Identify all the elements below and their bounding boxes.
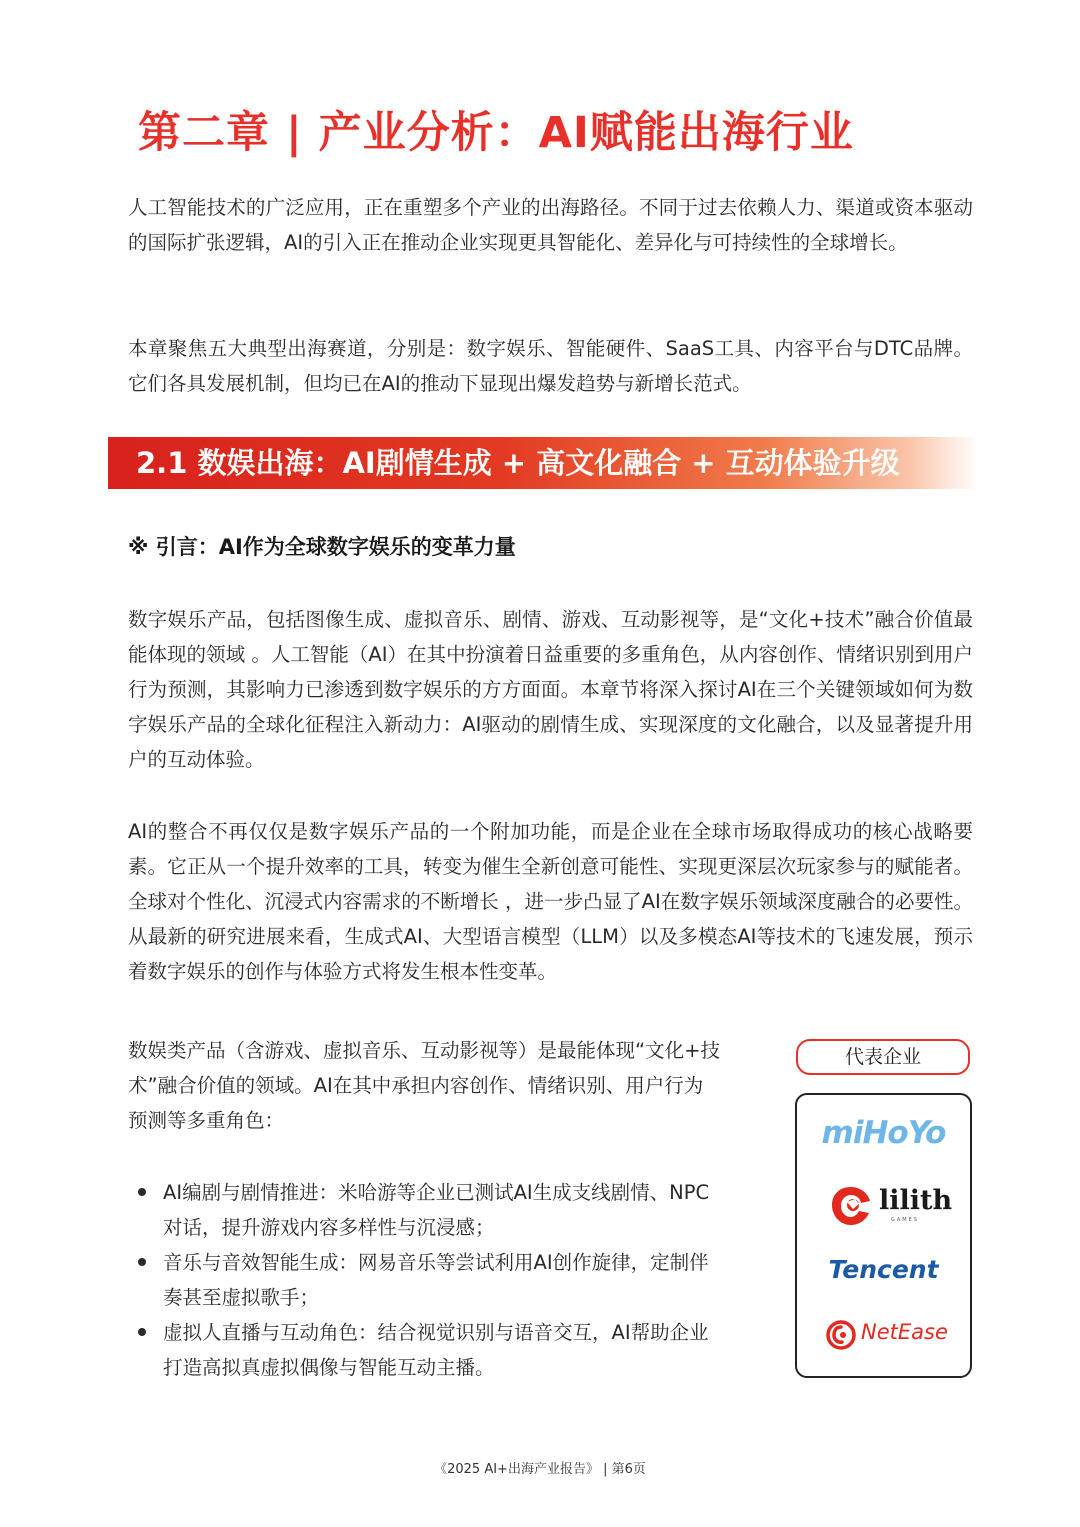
lilith-wordmark: lilith: [879, 1185, 953, 1216]
bullet-dot-icon: [138, 1258, 146, 1266]
netease-wordmark: NetEase: [861, 1320, 948, 1344]
intro-paragraph-1: 人工智能技术的广泛应用，正在重塑多个产业的出海路径。不同于过去依赖人力、渠道或资本驱动的国际扩张逻辑，AI的引入正在推动企业实现更具智能化、差异化与可持续性的全球增长。: [128, 196, 973, 254]
netease-swirl-icon: [825, 1319, 857, 1351]
mihoyo-logo: miHoYo: [821, 1115, 946, 1151]
tencent-logo: Tencent: [828, 1255, 939, 1284]
bullet-dot-icon: [138, 1328, 146, 1336]
list-item: [132, 1245, 722, 1315]
list-item-text: 音乐与音效智能生成：网易音乐等尝试利用AI创作旋律，定制伴奏甚至虚拟歌手；: [163, 1251, 709, 1309]
lilith-games-text: GAMES: [891, 1217, 919, 1223]
intro-paragraph-2: 本章聚焦五大典型出海赛道，分别是：数字娱乐、智能硬件、SaaS工具、内容平台与DTC品牌。它们各具发展机制，但均已在AI的推动下显现出爆发趋势与新增长范式。: [128, 337, 973, 395]
netease-logo: [797, 1317, 970, 1353]
section-paragraph-3: 数娱类产品（含游戏、虚拟音乐、互动影视等）是最能体现“文化+技术”融合价值的领域。AI在其中承担内容创作、情绪识别、用户行为预测等多重角色：: [128, 1039, 720, 1132]
section-paragraph-2: AI的整合不再仅仅是数字娱乐产品的一个附加功能，而是企业在全球市场取得成功的核心战略要素。它正从一个提升效率的工具，转变为催生全新创意可能性、实现更深层次玩家参与的赋能者。全球对个性化、沉浸式内容需求的不断增长 ，进一步凸显了AI在数字娱乐领域深度融合的必要性。从最新的研究进展来看，生成式AI、大型语言模型（LLM）以及多模态AI等技术的飞速发展，预示着数字娱乐的创作与体验方式将发生根本性变革。: [128, 820, 973, 983]
bullet-dot-icon: [138, 1188, 146, 1196]
list-item-text: 虚拟人直播与互动角色：结合视觉识别与语音交互，AI帮助企业打造高拟真虚拟偶像与智能互动主播。: [163, 1321, 709, 1379]
section-paragraph-1: 数字娱乐产品，包括图像生成、虚拟音乐、剧情、游戏、互动影视等，是“文化+技术”融合价值最能体现的领域 。人工智能（AI）在其中扮演着日益重要的多重角色，从内容创作、情绪识别到用户行为预测，其影响力已渗透到数字娱乐的方方面面。本章节将深入探讨AI在三个关键领域如何为数字娱乐产品的全球化征程注入新动力：AI驱动的剧情生成、实现深度的文化融合，以及显著提升用户的互动体验。: [128, 608, 973, 771]
chapter-title: 第二章 | 产业分析：AI赋能出海行业: [138, 108, 854, 158]
list-item: [132, 1175, 722, 1245]
lilith-logo: [797, 1183, 970, 1229]
representative-companies-label: 代表企业: [796, 1039, 970, 1075]
company-logo-panel: [795, 1093, 972, 1378]
page-footer: 《2025 AI+出海产业报告》 | 第6页: [434, 1462, 646, 1477]
lilith-lion-icon: [829, 1185, 873, 1227]
section-title: 2.1 数娱出海：AI剧情生成 + 高文化融合 + 互动体验升级: [136, 446, 900, 480]
list-item-text: AI编剧与剧情推进：米哈游等企业已测试AI生成支线剧情、NPC对话，提升游戏内容多样性与沉浸感；: [163, 1181, 710, 1239]
sub-heading: ※ 引言：AI作为全球数字娱乐的变革力量: [128, 535, 516, 559]
section-banner: [108, 437, 978, 489]
list-item: [132, 1315, 722, 1385]
bullet-list: [132, 1175, 722, 1385]
